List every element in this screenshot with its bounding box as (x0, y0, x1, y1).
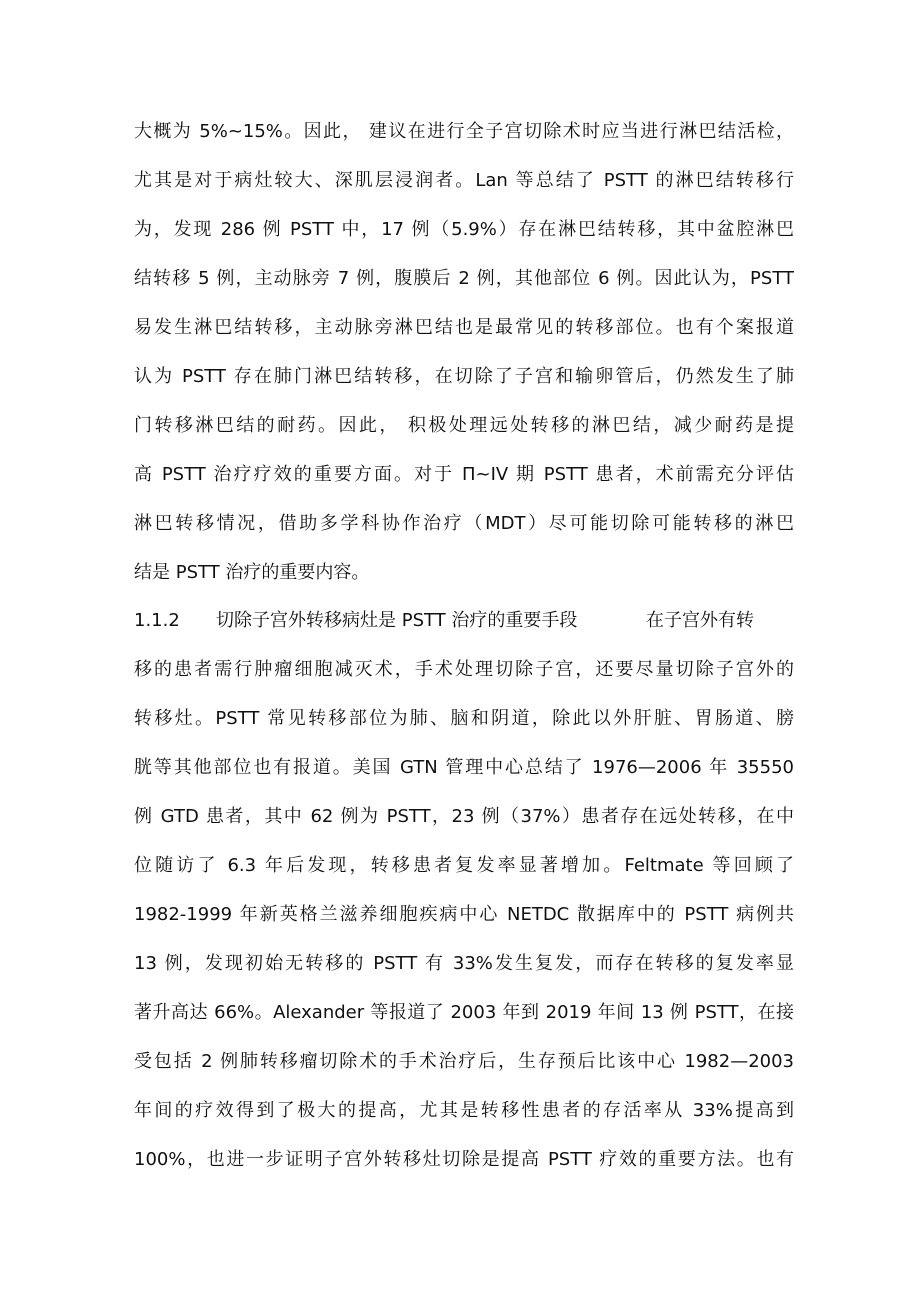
paragraph-line: 受包括 2 例肺转移瘤切除术的手术治疗后，生存预后比该中心 1982—2003 (134, 1051, 794, 1072)
paragraph-line: 易发生淋巴结转移，主动脉旁淋巴结也是最常见的转移部位。也有个案报道 (134, 317, 794, 338)
paragraph-line: 移的患者需行肿瘤细胞减灭术，手术处理切除子宫，还要尽量切除子宫外的 (134, 659, 794, 680)
section-lead-text: 在子宫外有转 (646, 610, 754, 631)
paragraph-line: 转移灶。PSTT 常见转移部位为肺、脑和阴道，除此以外肝脏、胃肠道、膀 (134, 708, 794, 729)
section-heading (134, 601, 794, 641)
paragraph-line: 为，发现 286 例 PSTT 中，17 例（5.9%）存在淋巴结转移，其中盆腔淋巴 (134, 219, 794, 240)
paragraph-line: 高 PSTT 治疗疗效的重要方面。对于 П~IV 期 PSTT 患者，术前需充分评估 (134, 464, 794, 485)
paragraph-line: 13 例，发现初始无转移的 PSTT 有 33%发生复发，而存在转移的复发率显 (134, 953, 794, 974)
paragraph-line: 1982-1999 年新英格兰滋养细胞疾病中心 NETDC 散据库中的 PSTT 病例共 (134, 904, 794, 925)
paragraph-line: 例 GTD 患者，其中 62 例为 PSTT，23 例（37%）患者存在远处转移，在中 (134, 806, 794, 827)
paragraph-line: 著升高达 66%。Alexander 等报道了 2003 年到 2019 年间 13 例 PSTT，在接 (134, 1002, 794, 1023)
section-title: 切除子宫外转移病灶是 PSTT 治疗的重要手段 (216, 610, 578, 631)
paragraph-line: 胱等其他部位也有报道。美国 GTN 管理中心总结了 1976—2006 年 35550 (134, 757, 794, 778)
paragraph-line: 100%，也进一步证明子宫外转移灶切除是提高 PSTT 疗效的重要方法。也有 (134, 1149, 794, 1170)
paragraph-line: 结是 PSTT 治疗的重要内容。 (134, 562, 370, 583)
paragraph-line: 年间的疗效得到了极大的提高，尤其是转移性患者的存活率从 33%提高到 (134, 1100, 794, 1121)
paragraph-line: 大概为 5%~15%。因此， 建议在进行全子宫切除术时应当进行淋巴结活检， (134, 121, 794, 142)
paragraph-line: 认为 PSTT 存在肺门淋巴结转移，在切除了子宫和输卵管后，仍然发生了肺 (134, 366, 794, 387)
section-number: 1.1.2 (134, 610, 180, 631)
paragraph-line: 门转移淋巴结的耐药。因此， 积极处理远处转移的淋巴结，减少耐药是提 (134, 415, 794, 436)
paragraph-line: 尤其是对于病灶较大、深肌层浸润者。Lan 等总结了 PSTT 的淋巴结转移行 (134, 170, 794, 191)
paragraph-line: 结转移 5 例，主动脉旁 7 例，腹膜后 2 例，其他部位 6 例。因此认为，PSTT (134, 268, 794, 289)
paragraph-line: 位随访了 6.3 年后发现，转移患者复发率显著增加。Feltmate 等回顾了 (134, 855, 794, 876)
paragraph-line: 淋巴转移情况，借助多学科协作治疗（MDT）尽可能切除可能转移的淋巴 (134, 513, 794, 534)
